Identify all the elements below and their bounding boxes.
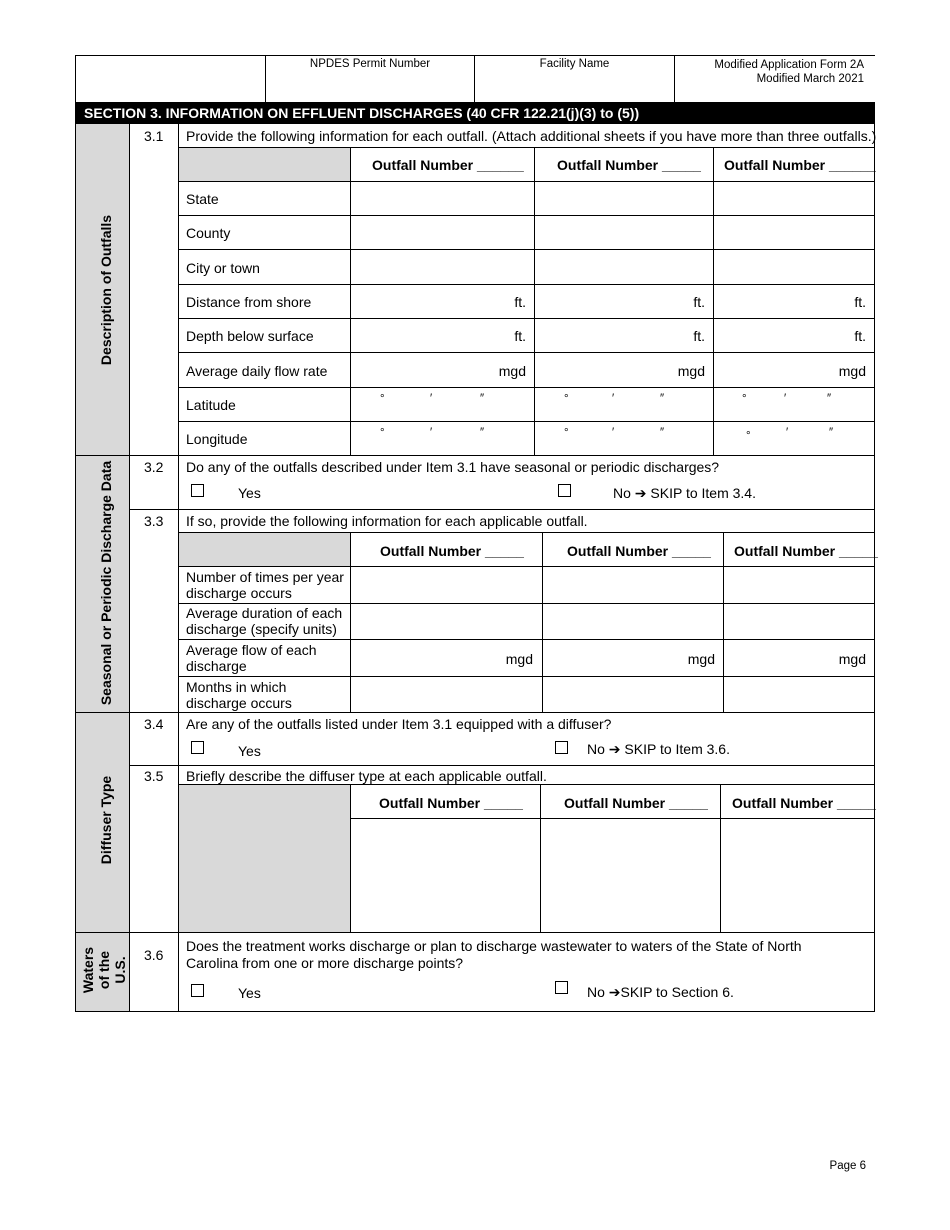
diffuser-description-2[interactable] (541, 819, 720, 932)
second-symbol: ″ (660, 393, 665, 405)
second-symbol: ″ (827, 393, 832, 405)
input-county-1[interactable] (351, 216, 534, 249)
side-label-outfalls: Description of Outfalls (98, 214, 114, 366)
item-number-3-6: 3.6 (144, 947, 164, 963)
checkbox-3-2-yes[interactable] (191, 484, 204, 497)
input-months-1[interactable] (351, 677, 542, 712)
second-symbol: ″ (660, 427, 665, 439)
outfall-number-header: Outfall Number ______ (724, 157, 876, 173)
outfall-number-header: Outfall Number ______ (372, 157, 524, 173)
input-duration-2[interactable] (543, 604, 723, 639)
row-label-county: County (186, 225, 231, 241)
checkbox-3-6-no[interactable] (555, 981, 568, 994)
row-label-depth: Depth below surface (186, 328, 314, 344)
minute-symbol: ′ (430, 393, 433, 405)
yes-label: Yes (238, 743, 261, 759)
input-city-2[interactable] (535, 250, 713, 284)
input-county-3[interactable] (714, 216, 874, 249)
row-label-times-per-year: Number of times per year discharge occurs (186, 569, 344, 601)
form-name: Modified Application Form 2A (714, 59, 864, 71)
checkbox-3-4-yes[interactable] (191, 741, 204, 754)
yes-label: Yes (238, 485, 261, 501)
unit-ft: ft. (854, 294, 866, 310)
item-3-4-text: Are any of the outfalls listed under Item 3.1 equipped with a diffuser? (186, 716, 612, 732)
item-number-3-1: 3.1 (144, 128, 164, 144)
yes-label: Yes (238, 985, 261, 1001)
page-number: Page 6 (829, 1160, 866, 1172)
no-skip-label: No ➔SKIP to Section 6. (587, 984, 734, 1000)
row-label-state: State (186, 191, 219, 207)
side-label-seasonal: Seasonal or Periodic Discharge Data (98, 460, 114, 706)
checkbox-3-4-no[interactable] (555, 741, 568, 754)
unit-mgd: mgd (838, 363, 866, 379)
input-duration-1[interactable] (351, 604, 542, 639)
item-number-3-2: 3.2 (144, 459, 164, 475)
side-label-diffuser: Diffuser Type (98, 775, 114, 865)
input-times-1[interactable] (351, 567, 542, 603)
checkbox-3-6-yes[interactable] (191, 984, 204, 997)
degree-symbol: ° (742, 393, 747, 405)
second-symbol: ″ (829, 427, 834, 439)
degree-symbol: ° (564, 393, 569, 405)
facility-name-label: Facility Name (539, 58, 610, 70)
outfall-number-header: Outfall Number _____ (380, 543, 524, 559)
unit-mgd: mgd (677, 363, 705, 379)
unit-mgd: mgd (498, 363, 526, 379)
input-state-3[interactable] (714, 182, 874, 215)
input-state-2[interactable] (535, 182, 713, 215)
unit-ft: ft. (514, 328, 526, 344)
unit-mgd: mgd (838, 651, 866, 667)
input-months-2[interactable] (543, 677, 723, 712)
outfall-number-header: Outfall Number _____ (567, 543, 711, 559)
unit-ft: ft. (854, 328, 866, 344)
diffuser-description-3[interactable] (721, 819, 874, 932)
second-symbol: ″ (480, 393, 485, 405)
degree-symbol: ° (746, 430, 751, 442)
degree-symbol: ° (380, 427, 385, 439)
input-times-2[interactable] (543, 567, 723, 603)
no-skip-label: No ➔ SKIP to Item 3.6. (587, 741, 730, 757)
minute-symbol: ′ (784, 393, 787, 405)
item-3-6-text: Does the treatment works discharge or plan to discharge wastewater to waters of the State of North Carolina from one or more discharge points? (186, 938, 802, 971)
outfall-number-header: Outfall Number _____ (734, 543, 878, 559)
input-times-3[interactable] (724, 567, 874, 603)
unit-ft: ft. (693, 294, 705, 310)
degree-symbol: ° (380, 393, 385, 405)
minute-symbol: ′ (786, 427, 789, 439)
diffuser-description-1[interactable] (351, 819, 540, 932)
item-number-3-4: 3.4 (144, 716, 164, 732)
unit-mgd: mgd (687, 651, 715, 667)
item-3-3-text: If so, provide the following information for each applicable outfall. (186, 513, 588, 529)
input-city-3[interactable] (714, 250, 874, 284)
row-label-city: City or town (186, 260, 260, 276)
side-label-waters: Waters of the U.S. (80, 946, 128, 994)
unit-ft: ft. (693, 328, 705, 344)
minute-symbol: ′ (612, 427, 615, 439)
form-date: Modified March 2021 (756, 73, 864, 85)
item-3-5-text: Briefly describe the diffuser type at each applicable outfall. (186, 768, 547, 784)
input-county-2[interactable] (535, 216, 713, 249)
section-title: SECTION 3. INFORMATION ON EFFLUENT DISCHARGES (40 CFR 122.21(j)(3) to (5)) (84, 105, 640, 121)
row-label-months: Months in which discharge occurs (186, 679, 292, 711)
row-label-latitude: Latitude (186, 397, 236, 413)
permit-number-label: NPDES Permit Number (309, 58, 431, 70)
input-city-1[interactable] (351, 250, 534, 284)
outfall-number-header: Outfall Number _____ (379, 795, 523, 811)
minute-symbol: ′ (430, 427, 433, 439)
input-duration-3[interactable] (724, 604, 874, 639)
item-number-3-3: 3.3 (144, 513, 164, 529)
item-3-1-text: Provide the following information for each outfall. (Attach additional sheets if you have more than three outfalls.) (186, 128, 877, 144)
unit-mgd: mgd (505, 651, 533, 667)
input-state-1[interactable] (351, 182, 534, 215)
second-symbol: ″ (480, 427, 485, 439)
row-label-flow-rate: Average daily flow rate (186, 363, 328, 379)
row-label-distance: Distance from shore (186, 294, 312, 310)
row-label-avg-flow: Average flow of each discharge (186, 642, 317, 674)
item-3-2-text: Do any of the outfalls described under Item 3.1 have seasonal or periodic discharges? (186, 459, 720, 475)
unit-ft: ft. (514, 294, 526, 310)
input-months-3[interactable] (724, 677, 874, 712)
no-skip-label: No ➔ SKIP to Item 3.4. (613, 485, 756, 501)
degree-symbol: ° (564, 427, 569, 439)
outfall-number-header: Outfall Number _____ (732, 795, 876, 811)
item-number-3-5: 3.5 (144, 768, 164, 784)
outfall-number-header: Outfall Number _____ (557, 157, 701, 173)
row-label-longitude: Longitude (186, 431, 248, 447)
row-label-avg-duration: Average duration of each discharge (specify units) (186, 605, 343, 637)
outfall-number-header: Outfall Number _____ (564, 795, 708, 811)
checkbox-3-2-no[interactable] (558, 484, 571, 497)
minute-symbol: ′ (612, 393, 615, 405)
